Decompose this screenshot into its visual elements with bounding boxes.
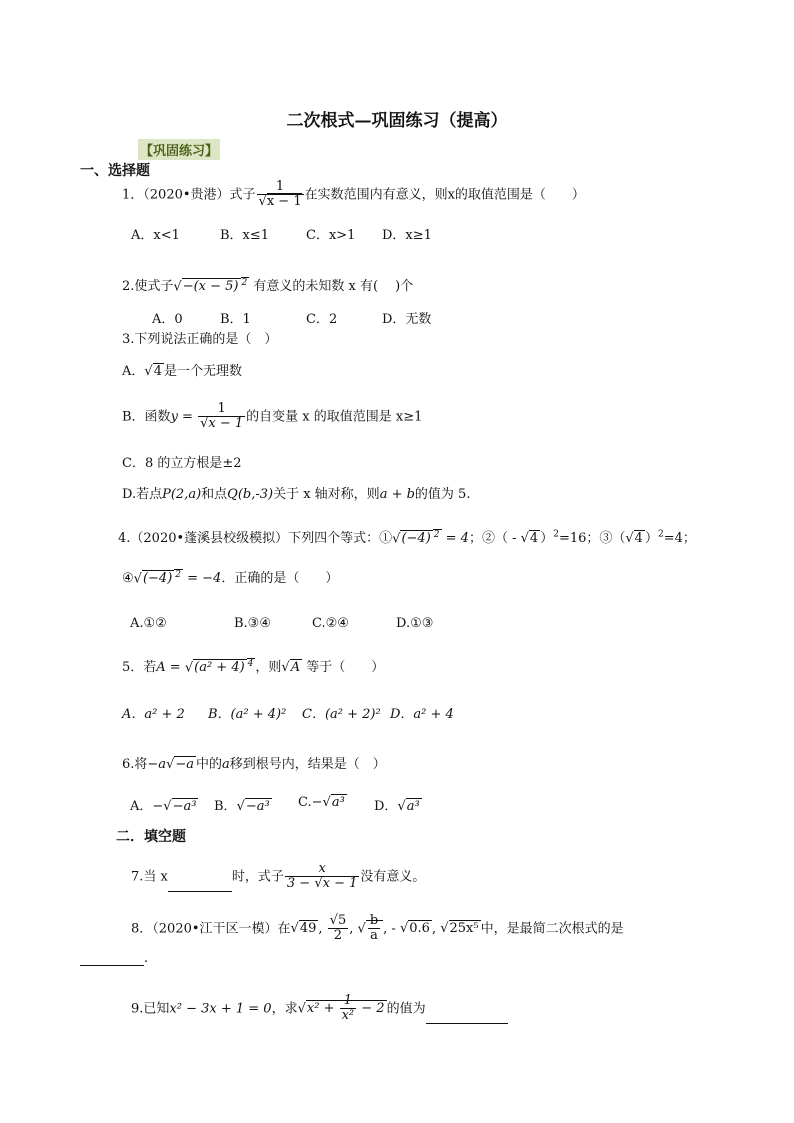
q6-b-radical: √−a³ bbox=[236, 799, 270, 814]
q5-option-a: A．a² + 2 bbox=[122, 707, 185, 722]
q4-eq2-radical: √4 bbox=[520, 531, 539, 546]
q8-r1-radical: √49 bbox=[290, 921, 317, 937]
q6-radical: √−a bbox=[166, 757, 195, 772]
q7-den-lead: 3 − bbox=[286, 876, 315, 892]
q5-suffix: 等于（ ） bbox=[306, 660, 385, 675]
q4-eq1-radicand: (−4) bbox=[401, 531, 431, 546]
q3-d-point-p: P(2,a) bbox=[162, 487, 202, 502]
q3-b-var: y bbox=[170, 409, 178, 425]
q8-answer-line bbox=[80, 951, 148, 966]
q4-eq2-rest: =16；③（ bbox=[558, 531, 626, 546]
q4-prefix: 4.（2020•蓬溪县校级模拟）下列四个等式：① bbox=[118, 531, 393, 546]
q6-option-a bbox=[130, 795, 198, 814]
question-2 bbox=[122, 275, 413, 294]
q6-a-sign: − bbox=[152, 799, 164, 814]
question-7 bbox=[131, 862, 425, 892]
q2-option-c: C．2 bbox=[306, 312, 338, 327]
q6-c-radical: √a³ bbox=[322, 795, 345, 810]
page-title: 二次根式—巩固练习（提高） bbox=[286, 111, 508, 131]
q2-exp: 2 bbox=[241, 277, 248, 288]
q7-den-radicand: x − 1 bbox=[322, 876, 358, 892]
q9-r-den: x² bbox=[341, 1008, 355, 1024]
q3-d-expr: a + b bbox=[379, 487, 415, 502]
q3-a-text: 是一个无理数 bbox=[163, 364, 242, 379]
q6-a-radicand: −a³ bbox=[172, 799, 197, 814]
q3-b-text: 的自变量 x 的取值范围是 x≥1 bbox=[246, 409, 423, 425]
q1-suffix: 在实数范围内有意义，则x的取值范围是（ ） bbox=[304, 187, 585, 203]
q5-option-d: D．a² + 4 bbox=[390, 707, 454, 722]
q7-mid: 时，式子 bbox=[231, 869, 284, 885]
q8-r3: 0.6 bbox=[409, 921, 430, 937]
q5-prefix: 5．若 bbox=[122, 660, 157, 675]
q1-prefix: 1．（2020•贵港）式子 bbox=[122, 187, 256, 203]
q4-eq3-radicand: 4 bbox=[634, 531, 643, 546]
q3-b-num: 1 bbox=[217, 401, 226, 416]
q7-answer-blank[interactable] bbox=[168, 891, 232, 892]
q6-option-b bbox=[214, 795, 272, 814]
q6-expr-lead: −a bbox=[147, 757, 167, 772]
q3-option-a bbox=[122, 360, 242, 379]
q8-f1-num: 5 bbox=[337, 913, 347, 928]
q4-line2-suffix: ．正确的是（ ） bbox=[221, 571, 339, 586]
q4-eq3-rest: =4； bbox=[663, 531, 696, 546]
q4-mid2: ） bbox=[540, 531, 554, 546]
q6-d-radical: √a³ bbox=[397, 799, 420, 814]
q1-frac-num: 1 bbox=[275, 179, 285, 194]
q3-b-den: x − 1 bbox=[208, 416, 244, 432]
q4-option-d: D.①③ bbox=[396, 616, 434, 631]
q9-r-num: 1 bbox=[343, 993, 352, 1008]
practice-tag: 【巩固练习】 bbox=[138, 139, 220, 160]
q8-f1-den: 2 bbox=[328, 928, 349, 943]
q3-a-radical: √4 bbox=[144, 364, 162, 379]
q3-b-eq: = bbox=[177, 409, 198, 425]
q5-mid: ，则 bbox=[255, 660, 282, 675]
q8-f2-radical: √ $\frac{b}{a}$ bbox=[358, 914, 384, 944]
q8-r1: 49 bbox=[299, 921, 317, 937]
q6-a-radical: √−a³ bbox=[163, 799, 197, 814]
q8-r3-radical: √0.6 bbox=[399, 921, 430, 937]
question-3: 3.下列说法正确的是（ ） bbox=[122, 332, 278, 347]
q2-option-a: A．0 bbox=[152, 312, 183, 327]
q4-mid1: ；②（ - bbox=[468, 531, 521, 546]
q6-c-radicand: a³ bbox=[331, 795, 345, 810]
q4-eq1-exp: 2 bbox=[433, 529, 440, 540]
q4-eq4-rest: = −4 bbox=[183, 571, 222, 586]
q3-d-mid2: 关于 x 轴对称，则 bbox=[273, 487, 380, 502]
q4-eq1-radical: √(−4) $^2$ bbox=[392, 529, 440, 546]
q9-r-lead: x² + bbox=[306, 1001, 339, 1017]
q8-f2-num: b bbox=[369, 913, 379, 928]
q9-prefix: 9.已知 bbox=[131, 1001, 170, 1017]
q1-option-c: C．x>1 bbox=[306, 228, 356, 243]
q4-eq2-exp: 2 bbox=[553, 529, 559, 540]
q6-a-label: A． bbox=[130, 799, 153, 814]
q8-r4: 25x⁵ bbox=[449, 921, 479, 937]
q8-f2-den: a bbox=[368, 928, 380, 943]
q5-radical: √(a² + 4) $^4$ bbox=[184, 658, 254, 675]
q3-option-b bbox=[122, 402, 422, 432]
q3-b-label: B．函数 bbox=[122, 409, 171, 425]
q2-radicand: −(x − 5) bbox=[182, 279, 239, 294]
q5-sqrt-a: √A bbox=[281, 660, 301, 675]
q5-radicand: (a² + 4) bbox=[194, 660, 245, 675]
q4-eq3-close: ） bbox=[644, 531, 658, 546]
q4-eq4-radicand: (−4) bbox=[142, 571, 173, 586]
q3-option-d bbox=[122, 483, 470, 502]
q7-num: x bbox=[318, 861, 326, 876]
q6-c-sign: − bbox=[311, 795, 323, 810]
q6-suffix: 移到根号内，结果是（ ） bbox=[229, 757, 386, 772]
q6-radicand: −a bbox=[175, 757, 195, 772]
q9-equation: x² − 3x + 1 = 0 bbox=[169, 1001, 272, 1017]
q8-fraction1: $\frac{√5}{2}$ bbox=[329, 913, 347, 944]
q6-mid: 中的 bbox=[196, 757, 223, 772]
question-1 bbox=[122, 180, 585, 210]
q9-r-tail: − 2 bbox=[357, 1001, 385, 1017]
q8-end: . bbox=[144, 951, 149, 966]
q6-option-d bbox=[374, 795, 422, 814]
q8-r4-radical: √25x⁵ bbox=[440, 921, 479, 937]
q6-d-radicand: a³ bbox=[406, 799, 420, 814]
question-4 bbox=[118, 527, 696, 546]
q9-suffix: 的值为 bbox=[386, 1001, 426, 1017]
q8-sep4: , bbox=[431, 921, 437, 937]
q4-eq4-exp: 2 bbox=[175, 569, 181, 580]
q6-var: a bbox=[222, 757, 230, 772]
q1-frac-den: x − 1 bbox=[266, 194, 302, 210]
q2-prefix: 2.使式子 bbox=[122, 279, 174, 294]
q2-suffix: 有意义的未知数 x 有( )个 bbox=[253, 279, 414, 294]
question-6 bbox=[122, 753, 386, 772]
q5-lhs: A = bbox=[156, 660, 185, 675]
q4-option-a: A.①② bbox=[130, 616, 167, 631]
q2-option-b: B．1 bbox=[220, 312, 251, 327]
q1-fraction: $\frac{1}{√x - 1}$ bbox=[258, 179, 302, 210]
q3-d-text: 的值为 5. bbox=[414, 487, 471, 502]
section-fill-heading: 二．填空题 bbox=[116, 829, 186, 845]
q8-suffix: 中，是最简二次根式的是 bbox=[480, 921, 624, 937]
q7-suffix: 没有意义。 bbox=[360, 869, 426, 885]
question-5 bbox=[122, 656, 384, 675]
q6-option-c bbox=[298, 795, 347, 810]
q3-d-label: D.若点 bbox=[122, 487, 163, 502]
q4-option-b: B.③④ bbox=[234, 616, 271, 631]
section-choice-heading: 一、选择题 bbox=[80, 163, 150, 179]
q4-eq3-exp: 2 bbox=[657, 529, 664, 540]
q9-radical: √x² + $\frac{1}{\text{x²}}$ − 2 bbox=[297, 993, 385, 1024]
q1-option-b: B．x≤1 bbox=[220, 228, 270, 243]
q3-d-mid: 和点 bbox=[201, 487, 228, 502]
q7-prefix: 7.当 x bbox=[131, 869, 168, 885]
question-9 bbox=[131, 994, 508, 1024]
q2-option-d: D．无数 bbox=[382, 312, 432, 327]
q3-b-fraction: $\frac{1}{√x - 1}$ bbox=[200, 401, 244, 432]
q1-option-a: A．x<1 bbox=[131, 228, 180, 243]
q7-fraction: $\frac{x}{3 - √x - 1}$ bbox=[286, 861, 358, 892]
q4-eq4-label: ④ bbox=[122, 571, 134, 586]
q3-d-point-q: Q(b,-3) bbox=[227, 487, 274, 502]
q4-eq2-radicand: 4 bbox=[529, 531, 539, 546]
question-8 bbox=[131, 914, 624, 944]
q3-a-radicand: 4 bbox=[153, 364, 162, 379]
q4-eq4-radical: √(−4) $^2$ bbox=[133, 569, 181, 586]
q6-prefix: 6.将 bbox=[122, 757, 148, 772]
q5-option-b: B．(a² + 4)² bbox=[208, 707, 287, 722]
q4-eq1-rest: = 4 bbox=[441, 531, 469, 546]
q4-option-c: C.②④ bbox=[312, 616, 349, 631]
q5-exp: 4 bbox=[247, 658, 254, 669]
q6-c-label: C. bbox=[298, 795, 312, 810]
q8-sep2: , bbox=[349, 921, 354, 937]
q8-neg: - bbox=[391, 921, 400, 937]
q5-option-c: C．(a² + 2)² bbox=[302, 707, 381, 722]
q5-sqrt-a-radicand: A bbox=[290, 660, 301, 675]
q9-answer-blank[interactable] bbox=[426, 1023, 508, 1024]
q6-d-label: D． bbox=[374, 799, 398, 814]
q8-sep3: , bbox=[383, 921, 388, 937]
q9-mid: ，求 bbox=[271, 1001, 298, 1017]
q6-b-label: B． bbox=[214, 799, 237, 814]
q2-radical: √−(x − 5) $^2$ bbox=[173, 277, 248, 294]
q8-sep1: , bbox=[318, 921, 323, 937]
q4-eq3-radical: √4 bbox=[625, 531, 643, 546]
q3-a-label: A． bbox=[122, 364, 145, 379]
q8-answer-blank[interactable] bbox=[80, 965, 144, 966]
q3-option-c: C．8 的立方根是±2 bbox=[122, 456, 242, 471]
q1-option-d: D．x≥1 bbox=[382, 228, 432, 243]
question-4-line2 bbox=[122, 567, 338, 586]
q6-b-radicand: −a³ bbox=[245, 799, 270, 814]
q8-prefix: 8．（2020•江干区一模）在 bbox=[131, 921, 291, 937]
